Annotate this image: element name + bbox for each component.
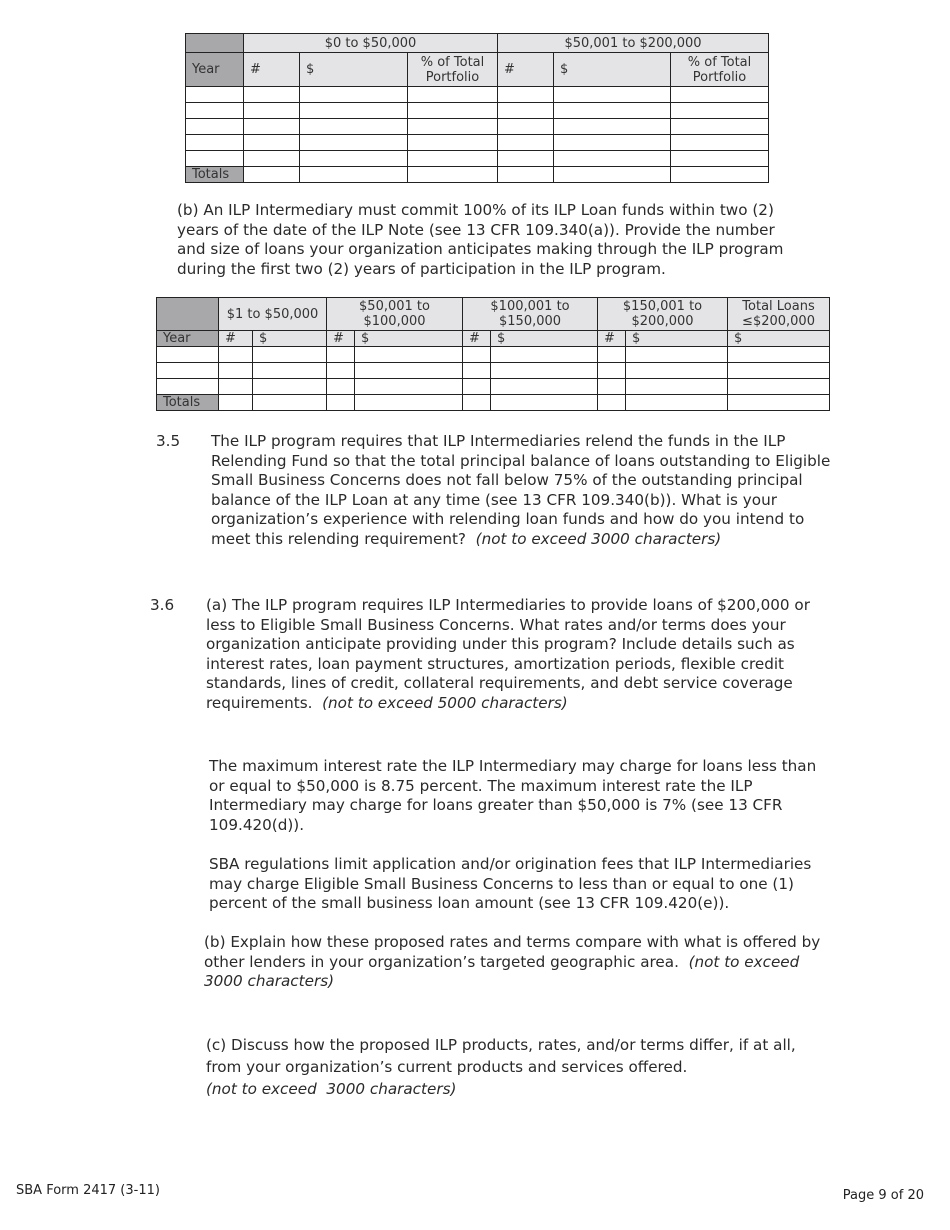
char-limit-note: (not to exceed 3000 characters): [206, 1080, 457, 1098]
year-header: Year: [186, 53, 244, 87]
section-3-6c-text: [206, 1034, 826, 1100]
amount-header: $: [355, 331, 463, 347]
table-row: [157, 347, 830, 363]
section-3-6b-body: (b) Explain how these proposed rates and terms compare with what is offered by other lenders in your organization’s targeted geographic area.: [204, 933, 821, 971]
section-number: 3.6: [150, 596, 175, 614]
totals-row: [186, 167, 769, 183]
amount-header: $: [554, 53, 671, 87]
count-header: #: [244, 53, 300, 87]
page-number: Page 9 of 20: [842, 1188, 924, 1203]
table-row: [157, 379, 830, 395]
totals-label: Totals: [186, 167, 244, 183]
count-header: #: [463, 331, 491, 347]
char-limit-note: (not to exceed 3000 characters): [204, 952, 800, 991]
char-limit-note: (not to exceed 5000 characters): [322, 693, 568, 712]
fee-limit-note: [209, 855, 814, 914]
year-header: Year: [157, 331, 219, 347]
section-3-6a-text: [206, 596, 821, 714]
table-row: [186, 135, 769, 151]
table-row: [186, 119, 769, 135]
amount-header: $: [253, 331, 327, 347]
group-header: $150,001 to $200,000: [598, 298, 728, 331]
group-header: $50,001 to $200,000: [498, 34, 769, 53]
interest-rate-note-text: The maximum interest rate the ILP Intermediary may charge for loans less than or equal to $50,000 is 8.75 percent. The maximum interest rate the ILP Intermediary may charge for loans greater than $50,000 is 7% (see 13 CFR 109.420(d)).: [209, 757, 817, 834]
section-b-instructions: [177, 201, 797, 279]
amount-header: $: [491, 331, 598, 347]
group-header: $1 to $50,000: [219, 298, 327, 331]
char-limit-note: (not to exceed 3000 characters): [475, 529, 722, 548]
count-header: #: [598, 331, 626, 347]
section-number: 3.5: [156, 432, 181, 450]
fee-limit-note-text: SBA regulations limit application and/or origination fees that ILP Intermediaries may charge Eligible Small Business Concerns to less than or equal to one (1) percent of the small business loan amount (see 13 CFR 109.420(e)).: [209, 855, 812, 913]
interest-rate-note: [209, 757, 819, 835]
group-header: $50,001 to $100,000: [327, 298, 463, 331]
count-header: #: [498, 53, 554, 87]
table-row: [186, 87, 769, 103]
table-row: [157, 363, 830, 379]
amount-header: $: [626, 331, 728, 347]
section-b-text: (b) An ILP Intermediary must commit 100% of its ILP Loan funds within two (2) years of the date of the ILP Note (see 13 CFR 109.340(a)). Provide the number and size of loans your organization anticipates making through the ILP program during the first two (2) years of participation in the ILP program.: [177, 201, 784, 278]
count-header: #: [327, 331, 355, 347]
section-3-6c-line1: (c) Discuss how the proposed ILP products, rates, and/or terms differ, if at all,: [206, 1036, 796, 1054]
totals-label: Totals: [157, 395, 219, 411]
corner-cell: [157, 298, 219, 331]
percent-header: % of Total Portfolio: [408, 53, 498, 87]
anticipated-loans-table: [156, 297, 830, 411]
corner-cell: [186, 34, 244, 53]
section-3-5-text: [211, 432, 831, 550]
group-header: Total Loans ≤$200,000: [728, 298, 830, 331]
table-row: [186, 103, 769, 119]
percent-header: % of Total Portfolio: [671, 53, 769, 87]
table-row: [186, 151, 769, 167]
totals-row: [157, 395, 830, 411]
count-header: #: [219, 331, 253, 347]
amount-header: $: [300, 53, 408, 87]
section-3-6a-body: (a) The ILP program requires ILP Intermediaries to provide loans of $200,000 or less to Eligible Small Business Concerns. What rates and/or terms does your organization anticipate providing under this program? Include details such as interest rates, loan payment structures, amortization periods, flexible credit standards, lines of credit, collateral requirements, and debt service coverage requirements.: [206, 596, 810, 712]
form-number: SBA Form 2417 (3-11): [16, 1183, 160, 1198]
group-header: $100,001 to $150,000: [463, 298, 598, 331]
loan-portfolio-table: [185, 33, 769, 183]
section-3-6c-line2: from your organization’s current products and services offered.: [206, 1058, 688, 1076]
group-header: $0 to $50,000: [244, 34, 498, 53]
section-3-5-body: The ILP program requires that ILP Intermediaries relend the funds in the ILP Relending Fund so that the total principal balance of loans outstanding to Eligible Small Business Concerns does not fall below 75% of the outstanding principal balance of the ILP Loan at any time (see 13 CFR 109.340(b)). What is your organization’s experience with relending loan funds and how do you intend to meet this relending requirement?: [211, 432, 831, 548]
section-3-6b-text: [204, 933, 822, 992]
amount-header: $: [728, 331, 830, 347]
